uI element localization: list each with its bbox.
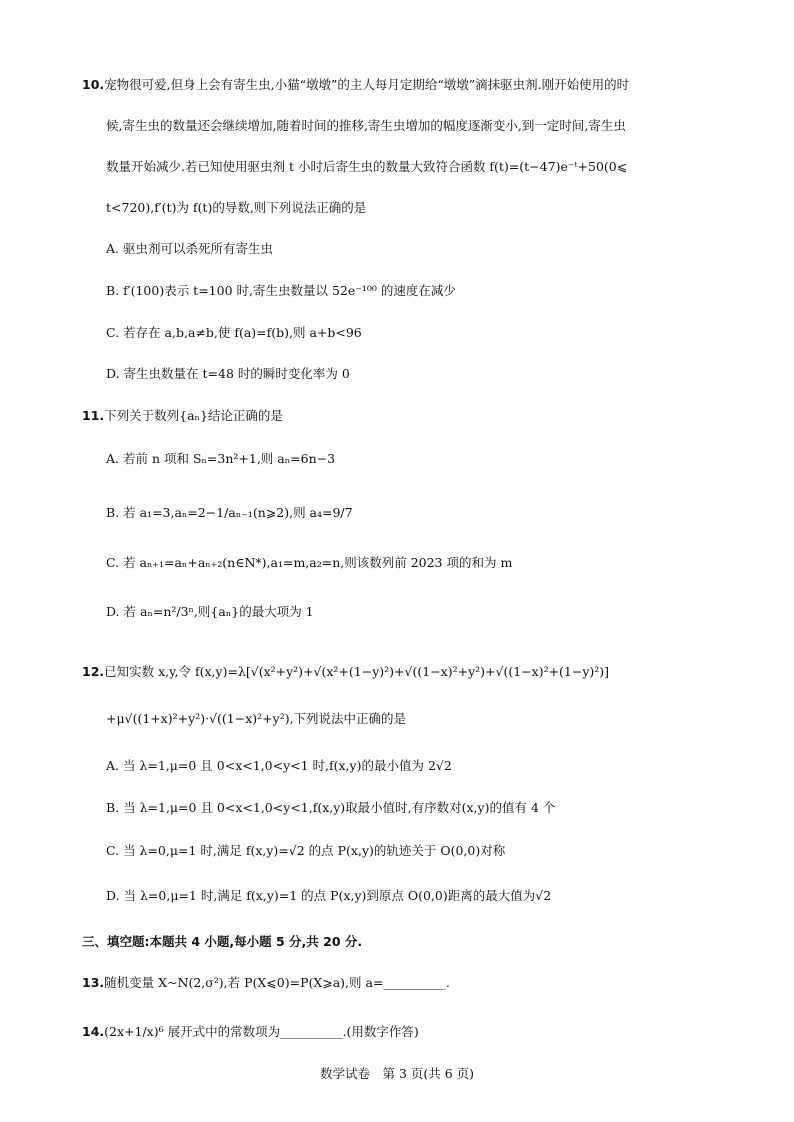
question-number: 12.	[82, 664, 105, 679]
question-stem-line: 宠物很可爱,但身上会有寄生虫,小猫“墩墩”的主人每月定期给“墩墩”滴抹驱虫剂.刚开始使用的时	[104, 77, 630, 92]
option-c: C. 若存在 a,b,a≠b,使 f(a)=f(b),则 a+b<96	[106, 325, 362, 340]
question-number: 13.	[82, 975, 105, 990]
page-footer: 数学试卷 第 3 页(共 6 页)	[319, 1066, 475, 1081]
option-a: A. 若前 n 项和 Sₙ=3n²+1,则 aₙ=6n−3	[106, 451, 336, 466]
question-text: 随机变量 X~N(2,σ²),若 P(X⩽0)=P(X⩾a),则 a=__________.	[104, 975, 450, 990]
option-d: D. 寄生虫数量在 t=48 时的瞬时变化率为 0	[106, 366, 350, 381]
option-b: B. f′(100)表示 t=100 时,寄生虫数量以 52e⁻¹⁰⁰ 的速度在减少	[106, 283, 456, 298]
option-c: C. 若 aₙ₊₁=aₙ+aₙ₊₂(n∈N*),a₁=m,a₂=n,则该数列前 2023 项的和为 m	[106, 555, 513, 570]
question-12	[82, 664, 609, 680]
option-d: D. 当 λ=0,μ=1 时,满足 f(x,y)=1 的点 P(x,y)到原点 O(0,0)距离的最大值为√2	[106, 888, 552, 903]
option-a: A. 驱虫剂可以杀死所有寄生虫	[106, 241, 273, 256]
section-heading: 三、填空题:本题共 4 小题,每小题 5 分,共 20 分.	[82, 934, 363, 949]
question-number: 11.	[82, 408, 105, 423]
question-11	[82, 408, 283, 424]
question-stem-line: 候,寄生虫的数量还会继续增加,随着时间的推移,寄生虫增加的幅度逐渐变小,到一定时间,寄生虫	[106, 118, 626, 133]
option-b: B. 若 a₁=3,aₙ=2−1/aₙ₋₁(n⩾2),则 a₄=9/7	[106, 505, 353, 520]
question-13	[82, 975, 450, 991]
question-stem-line: t<720),f′(t)为 f(t)的导数,则下列说法正确的是	[106, 200, 367, 215]
option-b: B. 当 λ=1,μ=0 且 0<x<1,0<y<1,f(x,y)取最小值时,有序数对(x,y)的值有 4 个	[106, 800, 556, 815]
question-10	[82, 77, 629, 93]
option-d: D. 若 aₙ=n²/3ⁿ,则{aₙ}的最大项为 1	[106, 604, 314, 619]
question-number: 10.	[82, 77, 105, 92]
option-a: A. 当 λ=1,μ=0 且 0<x<1,0<y<1 时,f(x,y)的最小值为 2√2	[106, 758, 452, 773]
option-c: C. 当 λ=0,μ=1 时,满足 f(x,y)=√2 的点 P(x,y)的轨迹关于 O(0,0)对称	[106, 843, 506, 858]
question-text: (2x+1/x)⁶ 展开式中的常数项为__________.(用数字作答)	[104, 1024, 419, 1039]
question-stem-line: 数量开始减少.若已知使用驱虫剂 t 小时后寄生虫的数量大致符合函数 f(t)=(t−47)e⁻ᵗ+50(0⩽	[106, 159, 628, 174]
question-stem-line: 已知实数 x,y,令 f(x,y)=λ[√(x²+y²)+√(x²+(1−y)²)+√((1−x)²+y²)+√((1−x)²+(1−y)²)]	[104, 664, 610, 679]
question-stem-line: 下列关于数列{aₙ}结论正确的是	[104, 408, 283, 423]
question-stem-line: +μ√((1+x)²+y²)·√((1−x)²+y²),下列说法中正确的是	[106, 711, 407, 726]
question-14	[82, 1024, 419, 1040]
question-number: 14.	[82, 1024, 105, 1039]
